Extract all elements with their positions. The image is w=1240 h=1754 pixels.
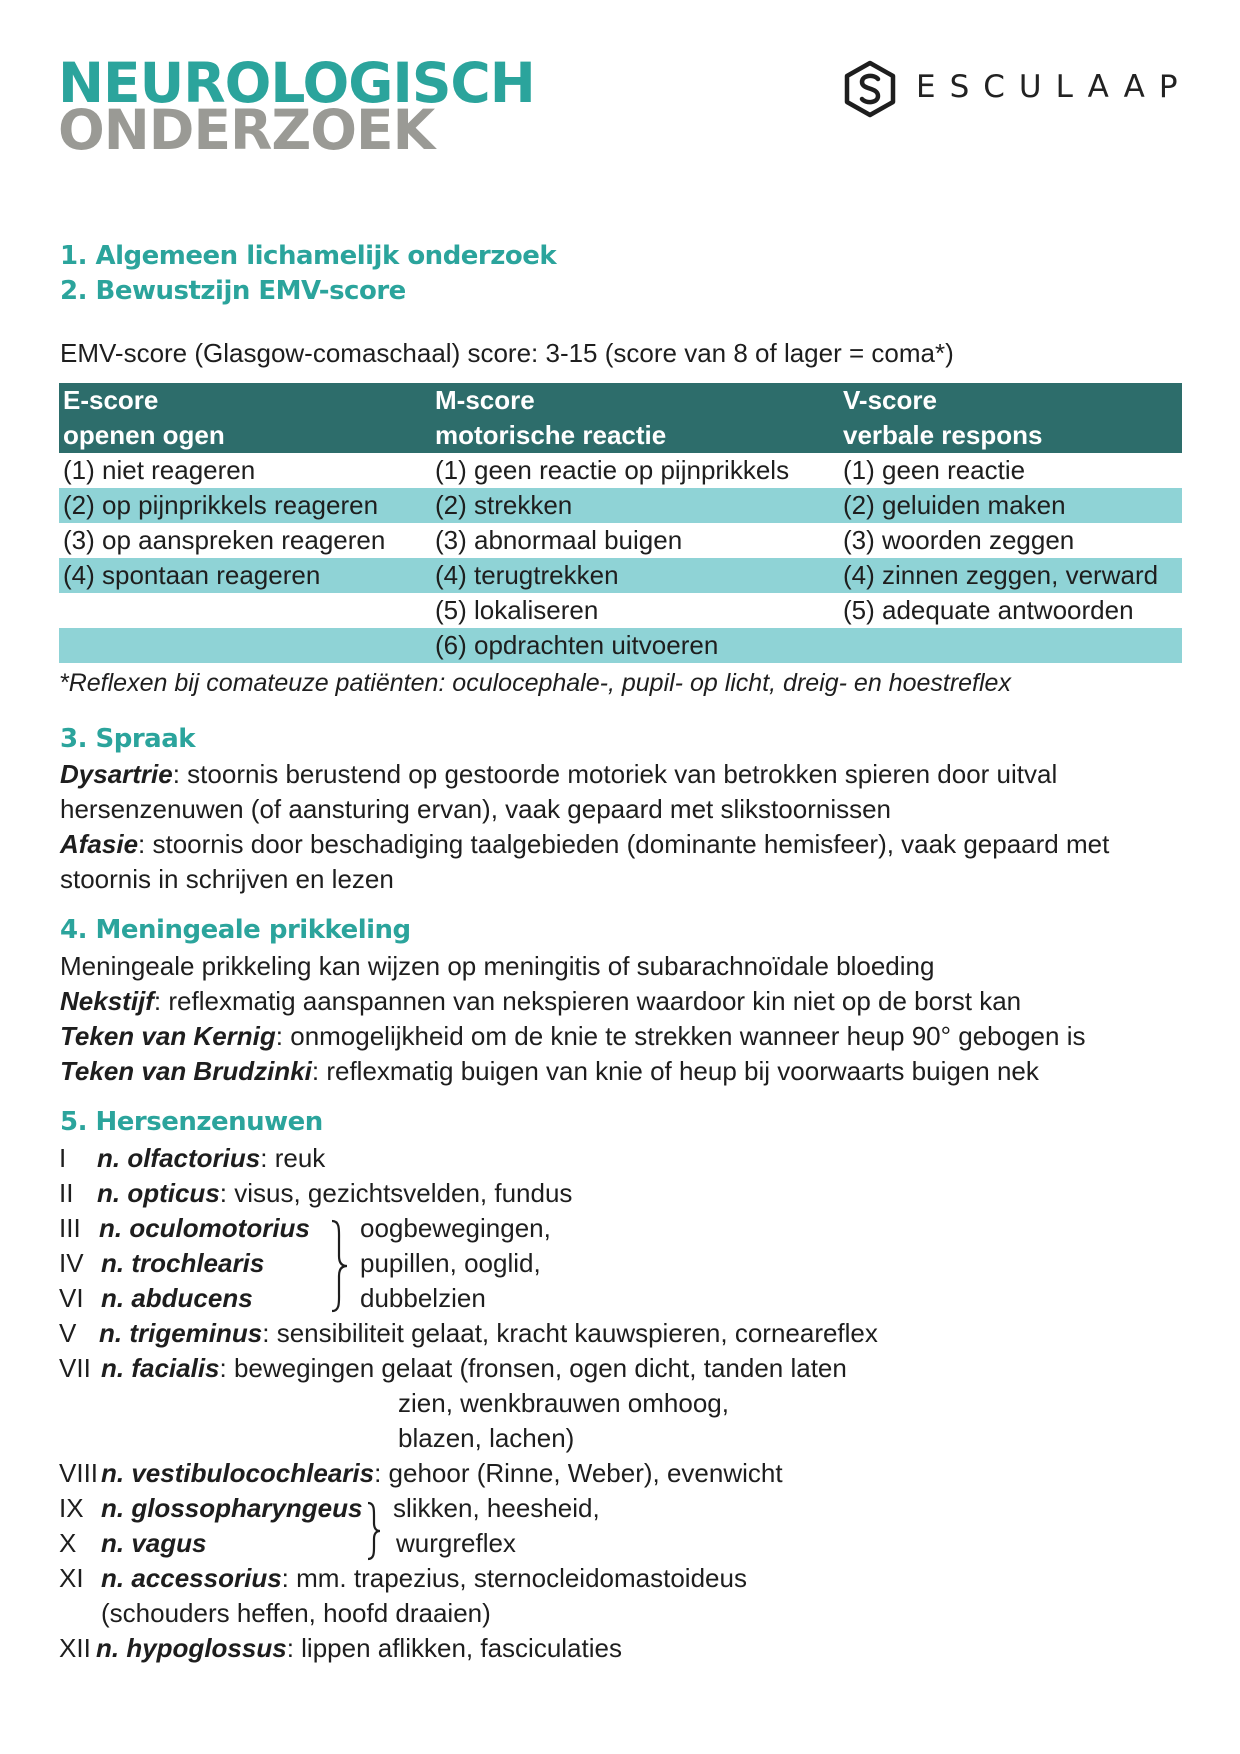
nerve-8-name: n. vestibulocochlearis [101,1458,375,1488]
nerve-11-name: n. accessorius [101,1563,282,1593]
nerve-11-entry [101,1561,747,1596]
nerve-4-name: n. trochlearis [101,1248,265,1278]
nerve-5-entry [99,1316,878,1351]
nerve-11-number: XI [59,1563,84,1593]
nerve-1-text: : reuk [260,1143,326,1173]
brudzinki-term: Teken van Brudzinki [60,1056,312,1086]
emv-intro: EMV-score (Glasgow-comaschaal) score: 3-15 (score van 8 of lager = coma*) [60,338,954,368]
nekstijf-term: Nekstijf [60,986,154,1016]
m-score-subheader: motorische reactie [431,418,839,453]
nerve-5-number: V [59,1318,77,1348]
table-cell: (1) niet reageren [63,455,256,485]
nerve-1-name: n. olfactorius [97,1143,261,1173]
table-row [59,523,1182,558]
nerve-12-name: n. hypoglossus [96,1633,287,1663]
nerve-12-text: : lippen aflikken, fasciculaties [286,1633,622,1663]
kernig-term: Teken van Kernig [60,1021,276,1051]
nerve-7-name: n. facialis [101,1353,220,1383]
section-1-heading: 1. Algemeen lichamelijk onderzoek [60,241,557,271]
table-cell: (2) op pijnprikkels reageren [59,488,431,523]
nerve-9-name: n. glossopharyngeus [101,1493,363,1523]
reflex-footnote: *Reflexen bij comateuze patiënten: oculocephale-, pupil- op licht, dreig- en hoestreflex [59,669,1011,697]
v-score-subheader: verbale respons [839,418,1182,453]
nerve-11-continuation: (schouders heffen, hoofd draaien) [101,1598,491,1628]
table-cell [839,628,1182,663]
title-line-2: ONDERZOEK [58,98,435,162]
nerve-7-number: VII [59,1353,91,1383]
table-cell: (4) terugtrekken [431,558,839,593]
nekstijf-line [60,984,1021,1019]
nerve-2-entry [97,1176,572,1211]
brudzinki-line [60,1054,1039,1089]
nerve-8-entry [101,1456,783,1491]
afasie-line-2: stoornis in schrijven en lezen [60,864,394,894]
nerve-9-number: IX [59,1493,84,1523]
table-cell: (3) abnormaal buigen [435,525,683,555]
nerve-12-entry [96,1631,622,1666]
nerve-7-text: : bewegingen gelaat (fronsen, ogen dicht, tanden laten [219,1353,847,1383]
nerve-3-number: III [59,1213,81,1243]
title-line-1: NEUROLOGISCH [58,51,535,115]
table-cell: (3) op aanspreken reageren [63,525,386,555]
section-2-heading: 2. Bewustzijn EMV-score [60,276,406,306]
nerve-2-number: II [59,1178,74,1208]
nerve-12-number: XII [59,1633,91,1663]
table-row [59,593,1182,628]
esculaap-logo [844,58,1192,118]
nerve-11-text: : mm. trapezius, sternocleidomastoideus [281,1563,747,1593]
nerve-2-text: : visus, gezichtsvelden, fundus [219,1178,573,1208]
nerve-10-name: n. vagus [101,1528,207,1558]
dysartrie-line-2: hersenzenuwen (of aansturing ervan), vaak gepaard met slikstoornissen [60,794,892,824]
table-row [59,558,1182,593]
v-score-header: V-score [839,383,1182,418]
eye-group-line-1: oogbewegingen, [360,1213,551,1243]
nerve-2-name: n. opticus [97,1178,220,1208]
nerve-6-number: VI [59,1283,84,1313]
brudzinki-text: : reflexmatig buigen van knie of heup bij voorwaarts buigen nek [311,1056,1039,1086]
dysartrie-term: Dysartrie [60,759,173,789]
nerve-10-number: X [59,1528,77,1558]
m-score-header: M-score [431,383,839,418]
table-cell: (4) zinnen zeggen, verward [839,558,1182,593]
table-cell: (1) geen reactie op pijnprikkels [435,455,790,485]
meningeaal-intro: Meningeale prikkeling kan wijzen op meningitis of subarachnoïdale bloeding [60,951,935,981]
table-cell: (3) woorden zeggen [843,525,1075,555]
esculaap-logo-icon [844,60,896,118]
table-cell: (5) adequate antwoorden [843,595,1134,625]
afasie-term: Afasie [60,829,139,859]
throat-group-line-1: slikken, heesheid, [393,1493,600,1523]
emv-subheader-row [59,418,1182,453]
kernig-text: : onmogelijkheid om de knie te strekken wanneer heup 90° gebogen is [275,1021,1086,1051]
table-row [59,453,1182,488]
logo-wordmark: ESCULAAP [916,69,1192,105]
table-cell [59,593,431,628]
eye-nerves-brace [328,1218,350,1314]
table-row [59,488,1182,523]
nekstijf-text: : reflexmatig aanspannen van nekspieren waardoor kin niet op de borst kan [153,986,1022,1016]
afasie-text: : stoornis door beschadiging taalgebieden (dominante hemisfeer), vaak gepaard met [138,829,1110,859]
eye-group-line-3: dubbelzien [360,1283,486,1313]
section-4-heading: 4. Meningeale prikkeling [60,915,411,945]
dysartrie-text: : stoornis berustend op gestoorde motoriek van betrokken spieren door uitval [172,759,1058,789]
section-5-heading: 5. Hersenzenuwen [60,1107,323,1137]
e-score-header: E-score [59,383,431,418]
emv-table [59,383,1182,663]
table-row [59,628,1182,663]
nerve-8-text: : gehoor (Rinne, Weber), evenwicht [374,1458,783,1488]
nerve-5-name: n. trigeminus [99,1318,263,1348]
afasie-line [60,827,1109,862]
eye-group-line-2: pupillen, ooglid, [360,1248,541,1278]
table-cell: (1) geen reactie [843,455,1026,485]
nerve-7-continuation-2: blazen, lachen) [398,1423,575,1453]
table-cell [59,628,431,663]
table-cell: (2) strekken [431,488,839,523]
section-3-heading: 3. Spraak [60,724,196,754]
dysartrie-line [60,757,1057,792]
nerve-7-entry [101,1351,847,1386]
nerve-1-entry [97,1141,325,1176]
nerve-3-name: n. oculomotorius [99,1213,310,1243]
nerve-8-number: VIII [59,1458,99,1488]
e-score-subheader: openen ogen [59,418,431,453]
table-cell: (5) lokaliseren [435,595,599,625]
nerve-1-number: I [59,1143,67,1173]
throat-group-line-2: wurgreflex [396,1528,516,1558]
table-cell: (6) opdrachten uitvoeren [431,628,839,663]
nerve-5-text: : sensibiliteit gelaat, kracht kauwspieren, corneareflex [262,1318,878,1348]
table-cell: (2) geluiden maken [839,488,1182,523]
throat-nerves-brace [365,1500,383,1562]
nerve-4-number: IV [59,1248,84,1278]
nerve-6-name: n. abducens [101,1283,253,1313]
nerve-7-continuation-1: zien, wenkbrauwen omhoog, [398,1388,729,1418]
table-cell: (4) spontaan reageren [59,558,431,593]
kernig-line [60,1019,1085,1054]
emv-header-row [59,383,1182,418]
